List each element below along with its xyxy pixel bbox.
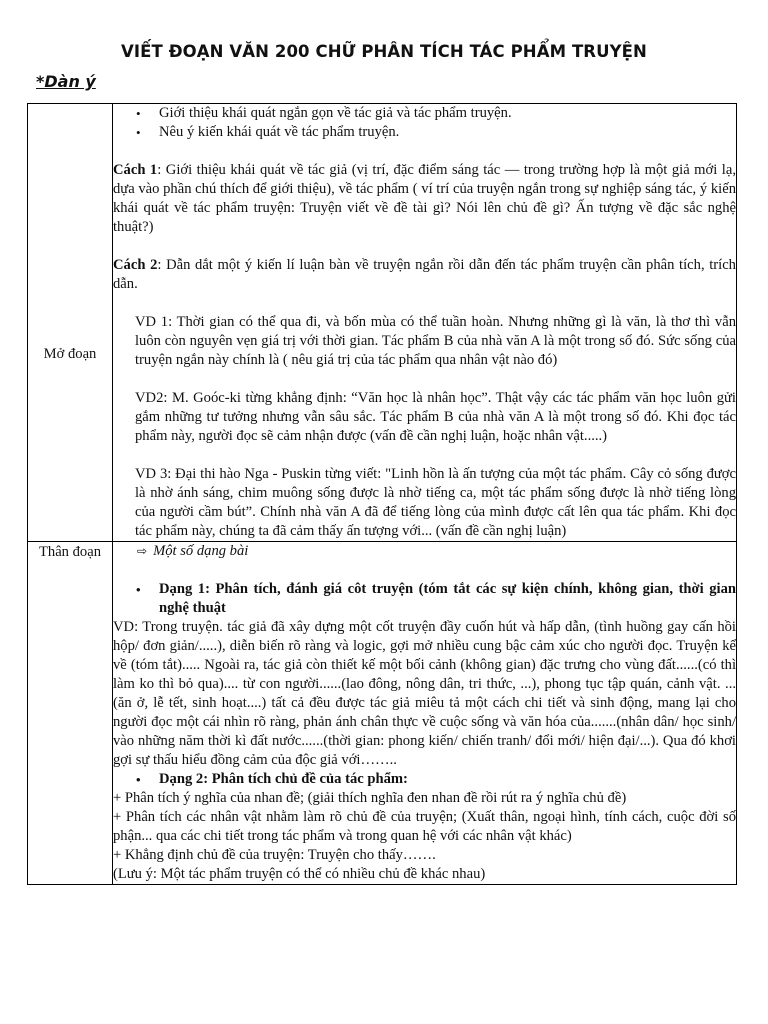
arrow-right-outline-icon: ⇨ bbox=[137, 544, 148, 558]
type-2-line: + Phân tích ý nghĩa của nhan đề; (giải thích nghĩa đen nhan đề rồi rút ra ý nghĩa chủ đề) bbox=[113, 790, 627, 806]
list-item: • Dạng 2: Phân tích chủ đề của tác phẩm: bbox=[159, 770, 736, 789]
list-item: • Giới thiệu khái quát ngắn gọn về tác giả và tác phẩm truyện. bbox=[159, 104, 736, 123]
example-3: VD 3: Đại thi hào Nga - Puskin từng viết: "Linh hồn là ấn tượng của một tác phẩm. Cây cỏ sống được là nhờ ánh sáng, chim muông sống được là nhờ tiếng ca, một tác phẩm sống được là nhờ tiếng lòng của người cầm bút”. Chính nhà văn A đã để tiếng lòng của mình được cất lên qua tác phẩm. Khi đọc tác phẩm này, chúng ta đã cảm thấy ấn tượng với... (vấn đề cần nghị luận) bbox=[135, 466, 736, 539]
type-1-title: : Phân tích, đánh giá côt truyện (tóm tắt các sự kiện chính, không gian, thời gian nghệ thuật bbox=[159, 581, 736, 616]
type-1-example: VD: Trong truyện. tác giả đã xây dựng một cốt truyện đầy cuốn hút và hấp dẫn, (tình huồng gay cấn hồi hộp/ đơn giản/.....), diễn biến rõ ràng và logic, gợi mở nhiều cung bậc cảm xúc cho người đọc. Truyện kể về (tóm tắt)..... Ngoài ra, tác giả còn thiết kế một bối cảnh (không gian) đặc trưng cho vùng đất......(có thì làm ko thì bỏ qua).... từ con người......(lao đông, nông dân, tri thức, ...), phong tục tập quán, cảnh vật. ...(ăn ở, lễ tết, sinh hoạt....) tất cả đều được tác giả miêu tả một cách chi tiết và sinh động, mang lại cho người đọc một cái nhìn rõ ràng, phản ánh chân thực về cuộc sống và văn hóa của.......(nhân dân/ học sinh/ vào những năm thời kì đất nước......(thời gian: phong kiến/ chiến tranh/ đổi mới/ hiện đại/...). Qua đó khơi gợi sự thấu hiểu đồng cảm của độc giả với…….. bbox=[113, 619, 736, 768]
intro-bullet-list bbox=[113, 104, 736, 142]
outline-heading: *Dàn ý bbox=[36, 72, 96, 91]
section-heading-text: Một số dạng bài bbox=[153, 543, 249, 559]
section-heading bbox=[113, 542, 736, 561]
body-label-cell bbox=[28, 542, 113, 885]
example-2: VD2: M. Goóc-ki từng khẳng định: “Văn học là nhân học”. Thật vậy các tác phẩm văn học luôn gửi gắm những tư tưởng nhưng vẫn sâu sắc. Tác phẩm B của nhà văn A là một trong số đó. Khi đọc tác phẩm này, người đọc sẽ cảm nhận được (vấn đề cần nghị luận, hoặc nhân vật.....) bbox=[135, 390, 736, 444]
intro-row-label: Mở đoạn bbox=[43, 346, 97, 362]
method-1-paragraph bbox=[113, 161, 736, 237]
type-2-list bbox=[113, 770, 736, 789]
outline-table bbox=[27, 103, 737, 885]
intro-label-cell bbox=[28, 104, 113, 542]
type-1-list bbox=[113, 580, 736, 618]
list-item bbox=[159, 580, 736, 618]
list-item: • Nêu ý kiến khái quát về tác phẩm truyện. bbox=[159, 123, 736, 142]
type-2-line: + Phân tích các nhân vật nhằm làm rõ chủ đề của truyện; (Xuất thân, ngoại hình, tính cách, cuộc đời số phận... qua các chi tiết trong tác phẩm và trong quan hệ với các nhân vật khác) bbox=[113, 809, 736, 844]
body-row bbox=[28, 542, 737, 885]
example-1: VD 1: Thời gian có thể qua đi, và bốn mùa có thể tuần hoàn. Nhưng những gì là văn, là thơ thì vẫn luôn còn nguyên vẹn giá trị với thời gian. Tác phẩm B của nhà văn A là một trong số đó. Sức sống của truyện ngắn này chính là ( nêu giá trị của tác phẩm qua nhân vật nào đó) bbox=[135, 314, 736, 368]
method-2-text: : Dẫn dắt một ý kiến lí luận bàn về truyện ngắn rồi dẫn đến tác phẩm truyện cần phân tích, trích dẫn. bbox=[113, 257, 736, 292]
method-2-paragraph bbox=[113, 256, 736, 294]
body-row-label: Thân đoạn bbox=[38, 544, 101, 560]
type-1-label: Dạng 1 bbox=[159, 581, 206, 597]
type-2-line: + Khẳng định chủ đề của truyện: Truyện cho thấy……. bbox=[113, 847, 436, 863]
intro-row bbox=[28, 104, 737, 542]
method-1-text: : Giới thiệu khái quát về tác giả (vị trí, đặc điểm sáng tác — trong trường hợp là một giả mới lạ, dựa vào phần chú thích để giới thiệu), về tác phẩm ( ví trí của truyện ngắn trong sự nghiệp sáng tác, ý kiến khái quát về tác phẩm truyện: Truyện viết về đề tài gì? Nói lên chủ đề gì? Ấn tượng về đặc sắc nghệ thuật?) bbox=[113, 162, 736, 235]
method-2-label: Cách 2 bbox=[113, 257, 158, 273]
page-title: VIẾT ĐOẠN VĂN 200 CHỮ PHÂN TÍCH TÁC PHẨM TRUYỆN bbox=[121, 42, 647, 61]
body-content-cell bbox=[113, 542, 737, 885]
type-2-note: (Lưu ý: Một tác phẩm truyện có thể có nhiều chủ đề khác nhau) bbox=[113, 866, 486, 882]
method-1-label: Cách 1 bbox=[113, 162, 158, 178]
intro-content-cell bbox=[113, 104, 737, 542]
